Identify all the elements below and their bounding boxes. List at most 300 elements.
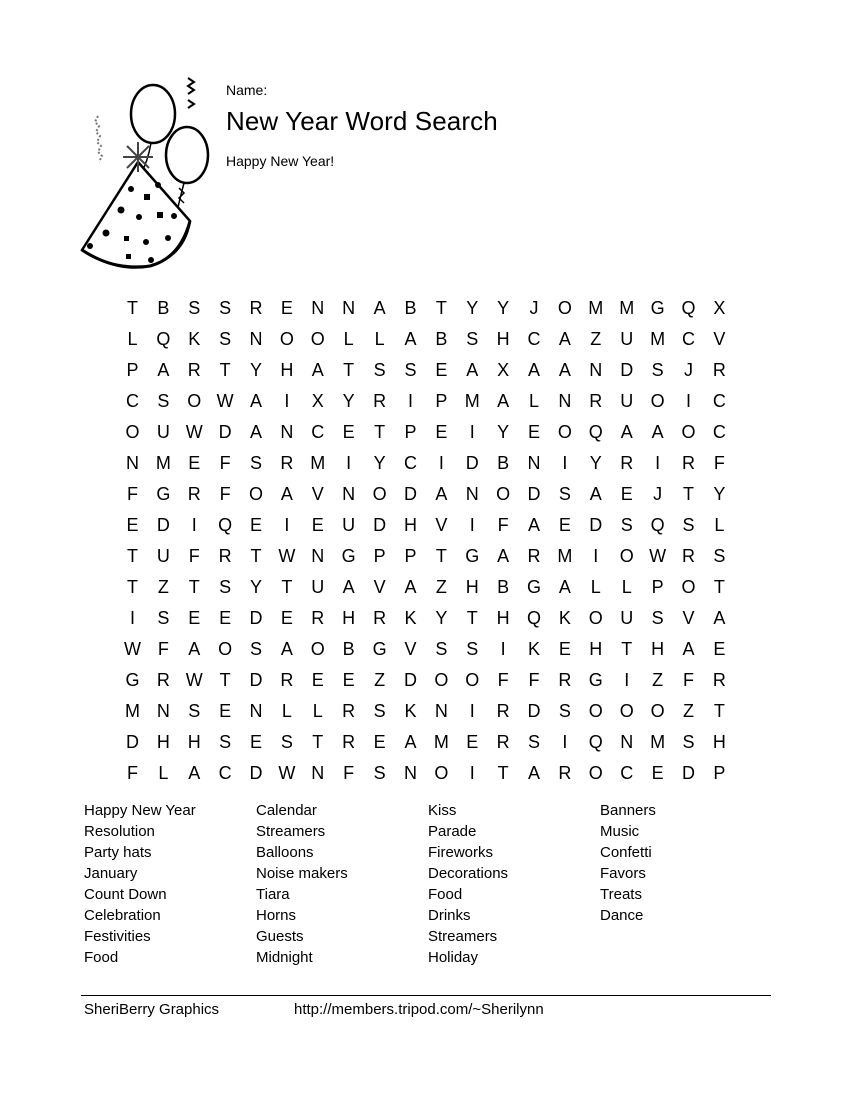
grid-letter: C [527, 329, 541, 349]
grid-letter: X [497, 360, 510, 380]
grid-letter: T [713, 701, 725, 721]
grid-letter: T [126, 298, 138, 318]
word-search-grid [117, 294, 735, 790]
grid-letter: L [312, 701, 323, 721]
grid-letter: Z [374, 670, 386, 690]
grid-letter: A [342, 577, 355, 597]
grid-letter: Z [435, 577, 447, 597]
grid-letter: N [434, 701, 448, 721]
grid-letter: V [435, 515, 448, 535]
grid-letter: Q [650, 515, 665, 535]
grid-letter: D [620, 360, 634, 380]
grid-letter: H [589, 639, 603, 659]
grid-letter: A [250, 391, 263, 411]
grid-letter: S [157, 608, 170, 628]
grid-letter: N [558, 391, 572, 411]
grid-letter: E [126, 515, 139, 535]
word-list-item: Party hats [84, 844, 152, 861]
grid-letter: L [158, 763, 169, 783]
grid-letter: Q [527, 608, 542, 628]
word-list-item: Streamers [256, 823, 326, 840]
word-list-column [256, 800, 428, 968]
grid-letter: N [125, 453, 139, 473]
grid-letter: D [589, 515, 603, 535]
word-list-item: Music [600, 823, 640, 840]
grid-letter: N [280, 422, 294, 442]
grid-letter: C [218, 763, 232, 783]
grid-letter: L [343, 329, 354, 349]
grid-letter: O [557, 422, 572, 442]
grid-letter: I [655, 453, 661, 473]
grid-letter: U [156, 422, 170, 442]
grid-letter: F [528, 670, 540, 690]
party-hat-balloons-icon [76, 76, 216, 276]
grid-letter: I [685, 391, 691, 411]
grid-letter: O [588, 701, 603, 721]
grid-letter: R [527, 546, 541, 566]
word-list-item: Resolution [84, 823, 155, 840]
grid-letter: O [650, 391, 665, 411]
grid-letter: C [681, 329, 695, 349]
grid-letter: D [156, 515, 170, 535]
grid-letter: F [188, 546, 200, 566]
grid-letter: T [343, 360, 355, 380]
grid-letter: Z [590, 329, 602, 349]
grid-letter: C [403, 453, 417, 473]
grid-letter: I [469, 422, 475, 442]
footer-url: http://members.tripod.com/~Sherilynn [294, 1001, 544, 1018]
grid-letter: H [465, 577, 479, 597]
grid-letter: I [284, 391, 290, 411]
grid-letter: S [466, 329, 479, 349]
grid-letter: U [156, 546, 170, 566]
grid-letter: I [469, 701, 475, 721]
grid-letter: F [497, 670, 509, 690]
grid-letter: M [650, 329, 666, 349]
grid-letter: N [156, 701, 170, 721]
word-list-column [84, 800, 256, 968]
grid-letter: S [219, 298, 232, 318]
grid-letter: A [280, 639, 293, 659]
word-list-item: Happy New Year [84, 802, 196, 819]
grid-letter: A [558, 329, 571, 349]
grid-letter: A [250, 422, 263, 442]
grid-letter: S [651, 360, 664, 380]
grid-letter: B [435, 329, 448, 349]
grid-letter: A [528, 763, 541, 783]
grid-letter: M [310, 453, 326, 473]
word-list-item: Calendar [256, 802, 317, 819]
grid-letter: T [188, 577, 200, 597]
grid-letter: S [219, 329, 232, 349]
grid-letter: A [497, 391, 510, 411]
grid-letter: Q [218, 515, 233, 535]
grid-row [117, 449, 735, 480]
grid-letter: E [342, 422, 355, 442]
grid-letter: Z [157, 577, 169, 597]
grid-letter: T [126, 546, 138, 566]
word-list-item: Streamers [428, 928, 498, 945]
grid-letter: T [713, 577, 725, 597]
grid-letter: R [681, 453, 695, 473]
grid-letter: K [404, 608, 417, 628]
word-list-item: Treats [600, 886, 642, 903]
grid-letter: F [497, 515, 509, 535]
grid-letter: U [620, 391, 634, 411]
grid-letter: E [435, 422, 448, 442]
grid-letter: A [682, 639, 695, 659]
grid-letter: S [682, 732, 695, 752]
grid-letter: N [527, 453, 541, 473]
grid-letter: R [620, 453, 634, 473]
grid-letter: T [466, 608, 478, 628]
grid-letter: U [620, 608, 634, 628]
grid-row [117, 635, 735, 666]
grid-letter: O [557, 298, 572, 318]
grid-letter: S [157, 391, 170, 411]
grid-letter: W [185, 670, 203, 690]
grid-row [117, 356, 735, 387]
grid-letter: N [249, 329, 263, 349]
name-label: Name: [226, 82, 268, 98]
grid-letter: L [590, 577, 601, 597]
grid-letter: P [713, 763, 726, 783]
grid-letter: I [624, 670, 630, 690]
grid-letter: B [342, 639, 355, 659]
grid-letter: H [342, 608, 356, 628]
grid-letter: F [219, 453, 231, 473]
grid-letter: T [219, 670, 231, 690]
grid-letter: S [528, 732, 541, 752]
grid-letter: A [713, 608, 726, 628]
grid-letter: I [500, 639, 506, 659]
grid-letter: I [129, 608, 135, 628]
grid-row [117, 666, 735, 697]
grid-letter: B [497, 453, 510, 473]
grid-letter: H [712, 732, 726, 752]
grid-letter: I [469, 515, 475, 535]
grid-letter: T [126, 577, 138, 597]
grid-letter: A [188, 639, 201, 659]
word-list-item: Horns [256, 907, 297, 924]
grid-letter: H [496, 329, 510, 349]
grid-letter: E [466, 732, 479, 752]
grid-letter: M [619, 298, 635, 318]
grid-letter: F [126, 484, 138, 504]
word-list [84, 800, 772, 968]
grid-letter: I [346, 453, 352, 473]
grid-letter: L [621, 577, 632, 597]
grid-letter: O [434, 763, 449, 783]
grid-letter: S [651, 608, 664, 628]
grid-letter: I [593, 546, 599, 566]
grid-letter: R [156, 670, 170, 690]
grid-letter: I [438, 453, 444, 473]
grid-letter: A [435, 484, 448, 504]
grid-letter: T [250, 546, 262, 566]
word-list-item: Midnight [256, 949, 313, 966]
grid-letter: R [589, 391, 603, 411]
grid-letter: T [281, 577, 293, 597]
grid-letter: S [373, 701, 386, 721]
grid-letter: T [682, 484, 694, 504]
grid-letter: W [649, 546, 667, 566]
grid-letter: O [279, 329, 294, 349]
grid-letter: S [373, 763, 386, 783]
grid-letter: O [434, 670, 449, 690]
grid-letter: P [435, 391, 448, 411]
grid-letter: P [651, 577, 664, 597]
word-list-item: Food [428, 886, 463, 903]
grid-letter: K [528, 639, 541, 659]
grid-letter: G [125, 670, 140, 690]
grid-letter: Y [466, 298, 479, 318]
grid-letter: E [250, 732, 263, 752]
grid-row [117, 480, 735, 511]
grid-letter: R [712, 360, 726, 380]
grid-letter: R [496, 701, 510, 721]
grid-letter: D [373, 515, 387, 535]
grid-letter: D [681, 763, 695, 783]
grid-letter: A [497, 546, 510, 566]
grid-row [117, 387, 735, 418]
grid-letter: H [156, 732, 170, 752]
grid-letter: F [219, 484, 231, 504]
grid-letter: U [620, 329, 634, 349]
grid-letter: B [157, 298, 170, 318]
grid-letter: R [558, 670, 572, 690]
grid-letter: P [373, 546, 386, 566]
grid-letter: N [311, 546, 325, 566]
grid-letter: E [528, 422, 541, 442]
grid-letter: H [280, 360, 294, 380]
grid-letter: K [558, 608, 571, 628]
word-list-item: Festivities [84, 928, 151, 945]
grid-letter: M [588, 298, 604, 318]
grid-row [117, 573, 735, 604]
grid-letter: Y [250, 577, 263, 597]
grid-letter: O [187, 391, 202, 411]
grid-letter: C [712, 422, 726, 442]
grid-letter: R [280, 453, 294, 473]
grid-letter: S [373, 360, 386, 380]
grid-letter: T [435, 546, 447, 566]
grid-letter: Z [682, 701, 694, 721]
grid-row [117, 759, 735, 790]
grid-letter: W [185, 422, 203, 442]
grid-letter: P [404, 546, 417, 566]
grid-letter: M [557, 546, 573, 566]
grid-letter: S [250, 639, 263, 659]
grid-letter: S [219, 732, 232, 752]
grid-letter: O [588, 763, 603, 783]
grid-letter: A [280, 484, 293, 504]
grid-letter: S [280, 732, 293, 752]
grid-letter: H [187, 732, 201, 752]
grid-letter: A [558, 360, 571, 380]
grid-letter: C [311, 422, 325, 442]
grid-letter: B [404, 298, 417, 318]
grid-letter: N [403, 763, 417, 783]
grid-letter: E [250, 515, 263, 535]
grid-letter: L [529, 391, 540, 411]
grid-letter: E [342, 670, 355, 690]
grid-letter: F [343, 763, 355, 783]
word-list-item: Holiday [428, 949, 479, 966]
grid-letter: S [188, 298, 201, 318]
grid-row [117, 511, 735, 542]
grid-letter: A [651, 422, 664, 442]
grid-letter: S [713, 546, 726, 566]
grid-letter: T [374, 422, 386, 442]
word-list-item: Banners [600, 802, 656, 819]
grid-letter: Y [497, 422, 510, 442]
grid-letter: S [435, 639, 448, 659]
grid-letter: R [558, 763, 572, 783]
grid-letter: R [342, 701, 356, 721]
grid-letter: G [650, 298, 665, 318]
footer-divider [81, 995, 771, 996]
word-list-item: Tiara [256, 886, 290, 903]
grid-row [117, 728, 735, 759]
grid-letter: Y [373, 453, 386, 473]
grid-letter: Q [156, 329, 171, 349]
grid-letter: S [620, 515, 633, 535]
grid-letter: G [527, 577, 542, 597]
word-list-item: Kiss [428, 802, 457, 819]
grid-letter: A [404, 577, 417, 597]
grid-letter: R [187, 484, 201, 504]
grid-letter: C [125, 391, 139, 411]
grid-row [117, 697, 735, 728]
grid-row [117, 325, 735, 356]
grid-letter: I [191, 515, 197, 535]
grid-letter: S [682, 515, 695, 535]
grid-letter: L [127, 329, 138, 349]
grid-letter: P [404, 422, 417, 442]
grid-letter: O [681, 577, 696, 597]
grid-letter: E [435, 360, 448, 380]
grid-letter: Y [589, 453, 602, 473]
grid-letter: S [558, 701, 571, 721]
grid-letter: Q [681, 298, 696, 318]
grid-letter: O [650, 701, 665, 721]
grid-letter: A [528, 360, 541, 380]
grid-letter: S [250, 453, 263, 473]
grid-letter: A [528, 515, 541, 535]
word-list-item: Parade [428, 823, 477, 840]
grid-letter: V [311, 484, 324, 504]
grid-letter: K [404, 701, 417, 721]
grid-row [117, 604, 735, 635]
grid-letter: D [527, 484, 541, 504]
grid-letter: E [620, 484, 633, 504]
grid-letter: L [281, 701, 292, 721]
grid-letter: V [682, 608, 695, 628]
grid-letter: A [311, 360, 324, 380]
grid-row [117, 542, 735, 573]
word-list-item: January [84, 865, 138, 882]
grid-letter: E [651, 763, 664, 783]
grid-letter: E [219, 608, 232, 628]
grid-letter: Y [713, 484, 726, 504]
grid-letter: A [157, 360, 170, 380]
grid-letter: D [403, 484, 417, 504]
page-title: New Year Word Search [226, 106, 498, 136]
grid-letter: G [465, 546, 480, 566]
grid-letter: R [218, 546, 232, 566]
grid-letter: D [249, 763, 263, 783]
grid-letter: H [651, 639, 665, 659]
grid-letter: S [404, 360, 417, 380]
grid-letter: M [464, 391, 480, 411]
grid-letter: E [311, 670, 324, 690]
grid-letter: J [653, 484, 663, 504]
word-list-item: Decorations [428, 865, 509, 882]
grid-letter: O [310, 329, 325, 349]
grid-letter: U [342, 515, 356, 535]
grid-letter: I [469, 763, 475, 783]
grid-letter: N [342, 298, 356, 318]
grid-letter: W [278, 763, 296, 783]
grid-letter: M [650, 732, 666, 752]
grid-letter: O [249, 484, 264, 504]
grid-letter: D [465, 453, 479, 473]
grid-letter: J [683, 360, 693, 380]
grid-letter: N [311, 763, 325, 783]
page-subtitle: Happy New Year! [226, 153, 335, 169]
grid-letter: D [125, 732, 139, 752]
grid-letter: I [284, 515, 290, 535]
grid-letter: U [311, 577, 325, 597]
grid-letter: Q [588, 422, 603, 442]
grid-letter: R [373, 608, 387, 628]
grid-letter: O [496, 484, 511, 504]
grid-letter: B [497, 577, 510, 597]
grid-letter: M [124, 701, 140, 721]
grid-letter: N [311, 298, 325, 318]
grid-letter: M [433, 732, 449, 752]
grid-letter: T [621, 639, 633, 659]
grid-letter: O [218, 639, 233, 659]
grid-letter: R [280, 670, 294, 690]
grid-letter: E [280, 608, 293, 628]
grid-letter: A [188, 763, 201, 783]
grid-letter: R [373, 391, 387, 411]
grid-letter: G [341, 546, 356, 566]
grid-letter: E [558, 515, 571, 535]
grid-letter: E [558, 639, 571, 659]
grid-letter: E [219, 701, 232, 721]
grid-letter: A [373, 298, 386, 318]
grid-letter: A [620, 422, 633, 442]
grid-letter: N [589, 360, 603, 380]
grid-letter: F [126, 763, 138, 783]
grid-letter: J [529, 298, 539, 318]
grid-letter: R [342, 732, 356, 752]
grid-letter: F [157, 639, 169, 659]
grid-letter: O [372, 484, 387, 504]
grid-letter: F [682, 670, 694, 690]
grid-letter: X [311, 391, 324, 411]
word-list-item: Dance [600, 907, 644, 924]
grid-letter: E [311, 515, 324, 535]
footer-credit: SheriBerry Graphics [84, 1001, 220, 1018]
grid-letter: N [342, 484, 356, 504]
grid-letter: D [249, 608, 263, 628]
grid-letter: E [373, 732, 386, 752]
grid-letter: H [496, 608, 510, 628]
